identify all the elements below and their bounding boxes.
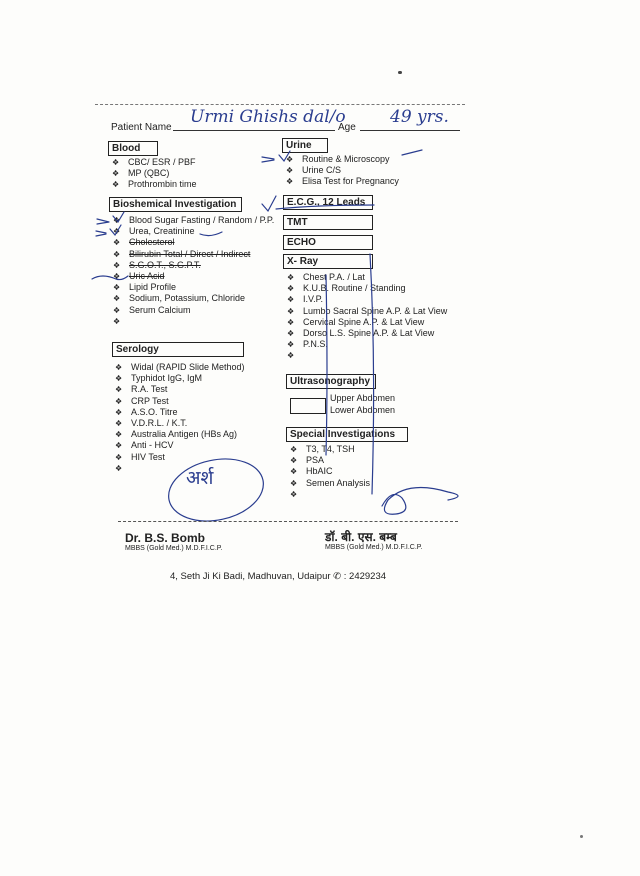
signature-mark xyxy=(382,488,458,515)
scribble-icon xyxy=(276,205,374,209)
list-item: ❖ Typhidot IgG, IgM xyxy=(115,373,245,384)
list-item: ❖ Prothrombin time xyxy=(112,179,197,190)
list-item: ❖ Blood Sugar Fasting / Random / P.P. xyxy=(113,215,274,226)
doctor-name-english: Dr. B.S. Bomb xyxy=(125,531,206,545)
vertical-stroke xyxy=(370,254,374,494)
note-circle xyxy=(163,451,269,530)
usg-lower-abdomen: Lower Abdomen xyxy=(330,404,396,415)
list-item: ❖ A.S.O. Titre xyxy=(115,407,245,418)
list-item: ❖ R.A. Test xyxy=(115,384,245,395)
check-icon xyxy=(279,151,290,161)
list-item: ❖ V.D.R.L. / K.T. xyxy=(115,418,245,429)
list-item: ❖ Uric Acid xyxy=(113,271,274,282)
list-item: ❖ Widal (RAPID Slide Method) xyxy=(115,362,245,373)
scribble-icon xyxy=(92,276,128,280)
biochem-section-title: Bioshemical Investigation xyxy=(109,197,242,212)
age-label: Age xyxy=(338,122,356,133)
list-item: ❖ Cervical Spine A.P. & Lat View xyxy=(287,317,447,328)
list-item: ❖ Elisa Test for Pregnancy xyxy=(286,176,399,187)
tmt-box: TMT xyxy=(283,215,373,230)
vertical-stroke xyxy=(326,275,327,455)
list-item: ❖ Lipid Profile xyxy=(113,282,274,293)
list-item: ❖ MP (QBC) xyxy=(112,168,197,179)
scribble-icon xyxy=(200,232,222,236)
list-item: ❖ S.G.O.T., S.G.P.T. xyxy=(113,260,274,271)
list-item: ❖ Cholesterol xyxy=(113,237,274,248)
ecg-box: E.C.G., 12 Leads xyxy=(283,195,373,210)
list-item: ❖ K.U.B. Routine / Standing xyxy=(287,283,447,294)
scribble-icon xyxy=(402,150,422,155)
usg-section-title: Ultrasonography xyxy=(286,374,376,389)
tick-mark-icon xyxy=(97,219,109,224)
list-item: ❖ I.V.P. xyxy=(287,294,447,305)
clinic-address: 4, Seth Ji Ki Badi, Madhuvan, Udaipur ✆ : 2429234 xyxy=(170,571,387,582)
list-item: ❖ CBC/ ESR / PBF xyxy=(112,157,197,168)
list-item: ❖ PSA xyxy=(290,455,370,466)
urine-section-title: Urine xyxy=(282,138,328,153)
doctor-qualifications-english: MBBS (Gold Med.) M.D.F.I.C.P. xyxy=(125,545,223,552)
list-item: ❖ HbAIC xyxy=(290,466,370,477)
paper-speck xyxy=(580,835,583,838)
footer-dashed-line xyxy=(118,521,458,522)
list-item: ❖ Bilirubin Total / Direct / Indirect xyxy=(113,249,274,260)
check-icon xyxy=(110,225,121,235)
list-item: ❖ P.N.S. xyxy=(287,339,447,350)
tick-mark-icon xyxy=(262,157,274,162)
serology-section-title: Serology xyxy=(112,342,244,357)
list-item: ❖ HIV Test xyxy=(115,452,245,463)
doctor-qualifications-hindi: MBBS (Gold Med.) M.D.F.I.C.P. xyxy=(325,544,423,551)
usg-upper-abdomen: Upper Abdomen xyxy=(330,393,396,403)
list-item: ❖ Routine & Microscopy xyxy=(286,154,399,165)
special-section-title: Special Investigations xyxy=(286,427,408,442)
check-icon xyxy=(262,196,276,211)
list-item: ❖ Serum Calcium xyxy=(113,305,274,316)
check-icon xyxy=(113,212,124,222)
xray-section-title: X- Ray xyxy=(283,254,373,269)
list-item: ❖ T3, T4, TSH xyxy=(290,444,370,455)
list-item: ❖ Lumbo Sacral Spine A.P. & Lat View xyxy=(287,306,447,317)
list-item: ❖ Urea, Creatinine xyxy=(113,226,274,237)
list-item: ❖ Urine C/S xyxy=(286,165,399,176)
patient-name-label: Patient Name xyxy=(111,122,172,133)
age-handwritten: 49 yrs. xyxy=(390,107,449,127)
list-item: ❖ Australia Antigen (HBs Ag) xyxy=(115,429,245,440)
list-item: ❖ Dorso L.S. Spine A.P. & Lat View xyxy=(287,328,447,339)
paper-speck xyxy=(398,71,402,74)
doctor-name-hindi: डॉ. बी. एस. बम्ब xyxy=(325,530,397,544)
patient-name-handwritten: Urmi Ghishs dal/o xyxy=(190,107,346,127)
list-item: ❖ Sodium, Potassium, Chloride xyxy=(113,293,274,304)
list-item: ❖ Semen Analysis xyxy=(290,478,370,489)
list-item: ❖ Chest P.A. / Lat xyxy=(287,272,447,283)
blood-section-title: Blood xyxy=(108,141,158,156)
echo-box: ECHO xyxy=(283,235,373,250)
list-item: ❖ Anti - HCV xyxy=(115,440,245,451)
list-item: ❖ CRP Test xyxy=(115,396,245,407)
circled-note-text: अर्श xyxy=(186,467,214,489)
tick-mark-icon xyxy=(96,231,106,236)
